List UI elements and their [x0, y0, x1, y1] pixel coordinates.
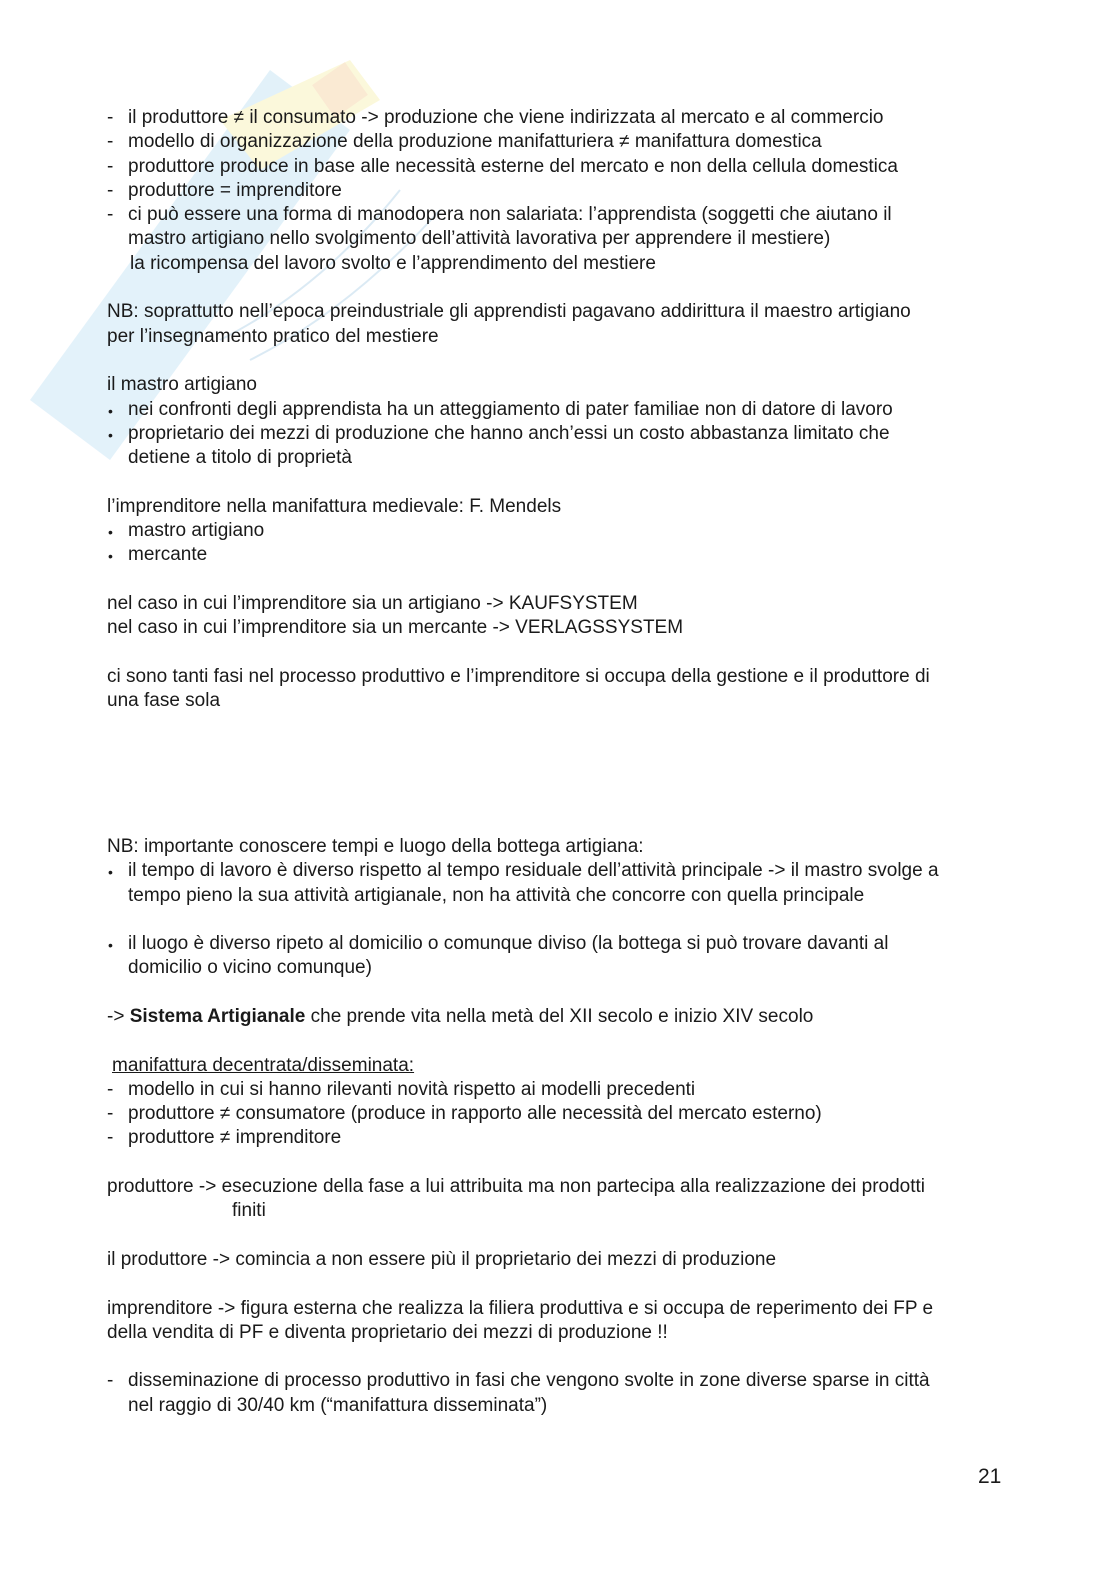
section-heading: il mastro artigiano — [107, 374, 257, 396]
list-item: • nei confronti degli apprendista ha un atteggiamento di pater familiae non di datore di lavoro — [108, 398, 893, 420]
list-item: - ci può essere una forma di manodopera non salariata: l’apprendista (soggetti che aiutano il — [107, 204, 892, 226]
list-item: • mercante — [108, 544, 208, 566]
paragraph-line: nel caso in cui l’imprenditore sia un artigiano -> KAUFSYSTEM — [107, 592, 638, 614]
list-item: - disseminazione di processo produttivo in fasi che vengono svolte in zone diverse sparse in città — [107, 1370, 930, 1392]
paragraph-line: nel caso in cui l’imprenditore sia un mercante -> VERLAGSSYSTEM — [107, 617, 684, 639]
list-item-continuation: detiene a titolo di proprietà — [128, 447, 352, 469]
paragraph-line: il produttore -> comincia a non essere più il proprietario dei mezzi di produzione — [107, 1248, 777, 1270]
list-item: • mastro artigiano — [108, 520, 265, 542]
list-item: - modello di organizzazione della produzione manifatturiera ≠ manifattura domestica — [107, 131, 822, 153]
list-item: - produttore = imprenditore — [107, 179, 342, 201]
paragraph-line: una fase sola — [107, 690, 221, 712]
list-item: - il produttore ≠ il consumato -> produzione che viene indirizzata al mercato e al commercio — [107, 107, 884, 128]
section-heading-underlined: manifattura decentrata/disseminata: — [112, 1054, 415, 1076]
list-item-continuation: mastro artigiano nello svolgimento dell’attività lavorativa per apprendere il mestiere) — [128, 228, 831, 250]
list-item-continuation: la ricompensa del lavoro svolto e l’apprendimento del mestiere — [130, 252, 656, 274]
paragraph-line: della vendita di PF e diventa proprietario dei mezzi di produzione !! — [107, 1321, 668, 1343]
document-body — [107, 106, 1007, 1418]
paragraph-line: produttore -> esecuzione della fase a lui attribuita ma non partecipa alla realizzazione dei prodotti — [107, 1176, 926, 1198]
list-item: • il luogo è diverso ripeto al domicilio o comunque diviso (la bottega si può trovare davanti al — [108, 933, 889, 955]
paragraph-line: per l’insegnamento pratico del mestiere — [107, 325, 439, 347]
section-heading: NB: importante conoscere tempi e luogo della bottega artigiana: — [107, 835, 644, 857]
list-item: - produttore ≠ consumatore (produce in rapporto alle necessità del mercato esterno) — [107, 1103, 822, 1125]
list-item-continuation: domicilio o vicino comunque) — [128, 957, 372, 979]
paragraph-line: NB: soprattutto nell’epoca preindustriale gli apprendisti pagavano addirittura il maestro artigiano — [107, 301, 911, 323]
page-number: 21 — [978, 1465, 1002, 1488]
sistema-term: Sistema Artigianale — [129, 1005, 306, 1027]
list-item: • il tempo di lavoro è diverso rispetto al tempo residuale dell’attività principale -> il mastro svolge a — [108, 860, 939, 882]
paragraph-line: finiti — [232, 1200, 266, 1222]
list-item: - produttore ≠ imprenditore — [107, 1127, 342, 1149]
list-item-continuation: nel raggio di 30/40 km (“manifattura disseminata”) — [128, 1394, 548, 1416]
sistema-line: -> Sistema Artigianale che prende vita nella metà del XII secolo e inizio XIV secolo — [107, 1005, 814, 1027]
list-item-continuation: tempo pieno la sua attività artigianale, non ha attività che concorre con quella principale — [128, 884, 865, 906]
list-item: - produttore produce in base alle necessità esterne del mercato e non della cellula domestica — [107, 155, 898, 177]
paragraph-line: ci sono tanti fasi nel processo produttivo e l’imprenditore si occupa della gestione e il produttore di — [107, 665, 930, 687]
paragraph-line: imprenditore -> figura esterna che realizza la filiera produttiva e si occupa de reperimento dei FP e — [107, 1297, 934, 1319]
section-heading: l’imprenditore nella manifattura medievale: F. Mendels — [107, 495, 562, 517]
list-item: • proprietario dei mezzi di produzione che hanno anch’essi un costo abbastanza limitato che — [108, 422, 890, 444]
list-item: - modello in cui si hanno rilevanti novità rispetto ai modelli precedenti — [107, 1078, 696, 1100]
